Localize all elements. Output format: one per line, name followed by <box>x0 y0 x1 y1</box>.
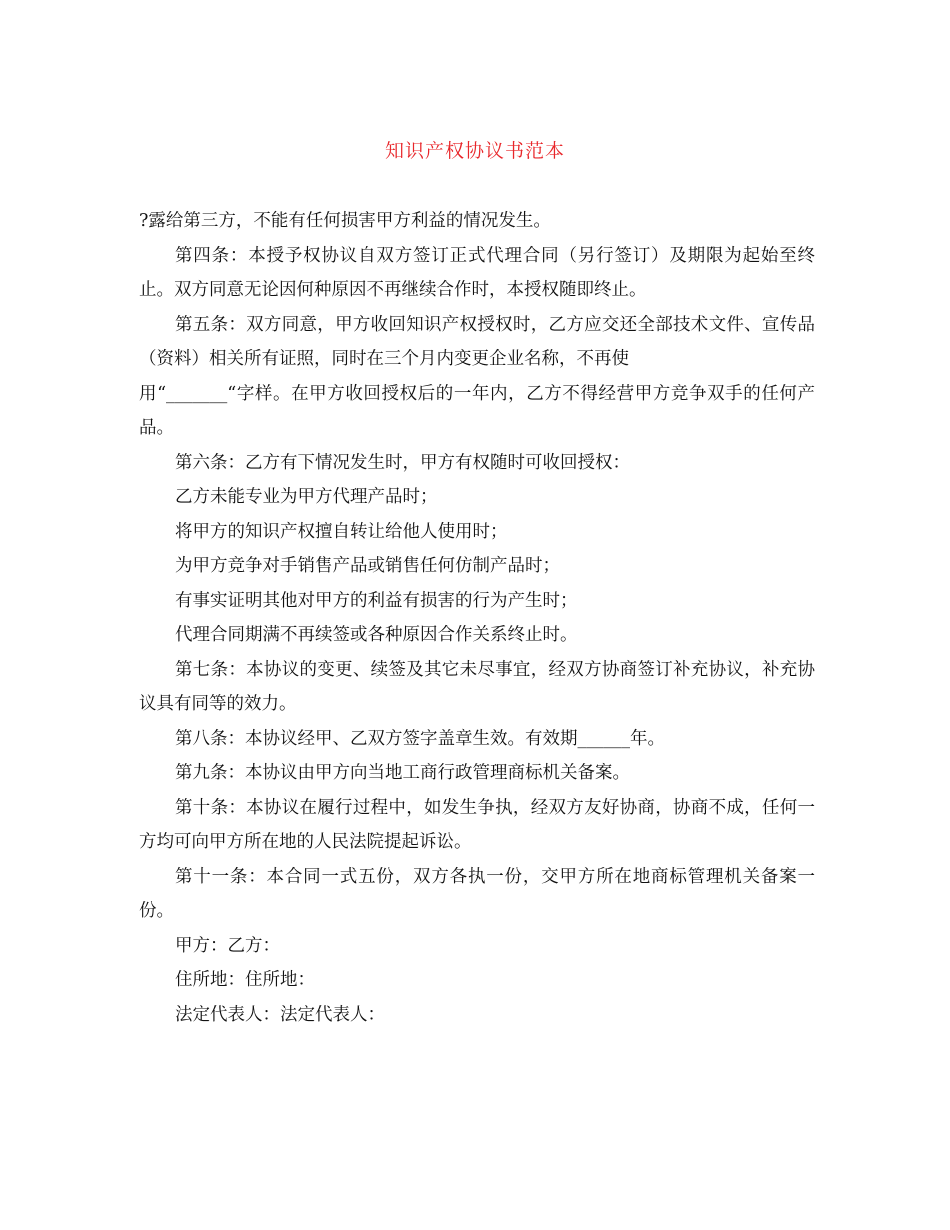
document-title: 知识产权协议书范本 <box>384 140 565 162</box>
paragraph-article-5: 第五条：双方同意，甲方收回知识产权授权时，乙方应交还全部技术文件、宣传品（资料）相关所有证照，同时在三个月内变更企业名称，不再使 <box>139 314 815 369</box>
document-body <box>139 204 815 1032</box>
paragraph: ?露给第三方，不能有任何损害甲方利益的情况发生。 <box>139 211 551 231</box>
paragraph-article-10: 第十条：本协议在履行过程中，如发生争执，经双方友好协商，协商不成，任何一方均可向甲方所在地的人民法院提起诉讼。 <box>139 797 815 852</box>
paragraph-article-11: 第十一条：本合同一式五份，双方各执一份，交甲方所在地商标管理机关备案一份。 <box>139 866 815 921</box>
paragraph-article-6-item: 代理合同期满不再续签或各种原因合作关系终止时。 <box>175 625 578 645</box>
paragraph-article-6-item: 有事实证明其他对甲方的利益有损害的行为产生时； <box>175 590 578 611</box>
paragraph-article-6-item: 乙方未能专业为甲方代理产品时； <box>175 487 438 507</box>
paragraph-article-9: 第九条：本协议由甲方向当地工商行政管理商标机关备案。 <box>175 763 630 783</box>
paragraph-article-7: 第七条：本协议的变更、续签及其它未尽事宜，经双方协商签订补充协议，补充协议具有同等的效力。 <box>139 659 815 714</box>
paragraph-article-4: 第四条：本授予权协议自双方签订正式代理合同（另行签订）及期限为起始至终止。双方同意无论因何种原因不再继续合作时，本授权随即终止。 <box>139 245 815 300</box>
signature-address-line: 住所地：住所地： <box>175 970 315 990</box>
paragraph-article-8: 第八条：本协议经甲、乙双方签字盖章生效。有效期______年。 <box>175 728 665 749</box>
paragraph-article-6: 第六条：乙方有下情况发生时，甲方有权随时可收回授权： <box>175 452 630 473</box>
paragraph-article-6-item: 为甲方竞争对手销售产品或销售任何仿制产品时； <box>175 556 560 576</box>
paragraph-article-5-continued: 用“_______“字样。在甲方收回授权后的一年内，乙方不得经营甲方竞争双手的任何产品。 <box>139 383 815 438</box>
signature-party-line: 甲方：乙方： <box>175 935 280 956</box>
signature-representative-line: 法定代表人：法定代表人： <box>175 1004 385 1025</box>
paragraph-article-6-item: 将甲方的知识产权擅自转让给他人使用时； <box>175 521 508 542</box>
